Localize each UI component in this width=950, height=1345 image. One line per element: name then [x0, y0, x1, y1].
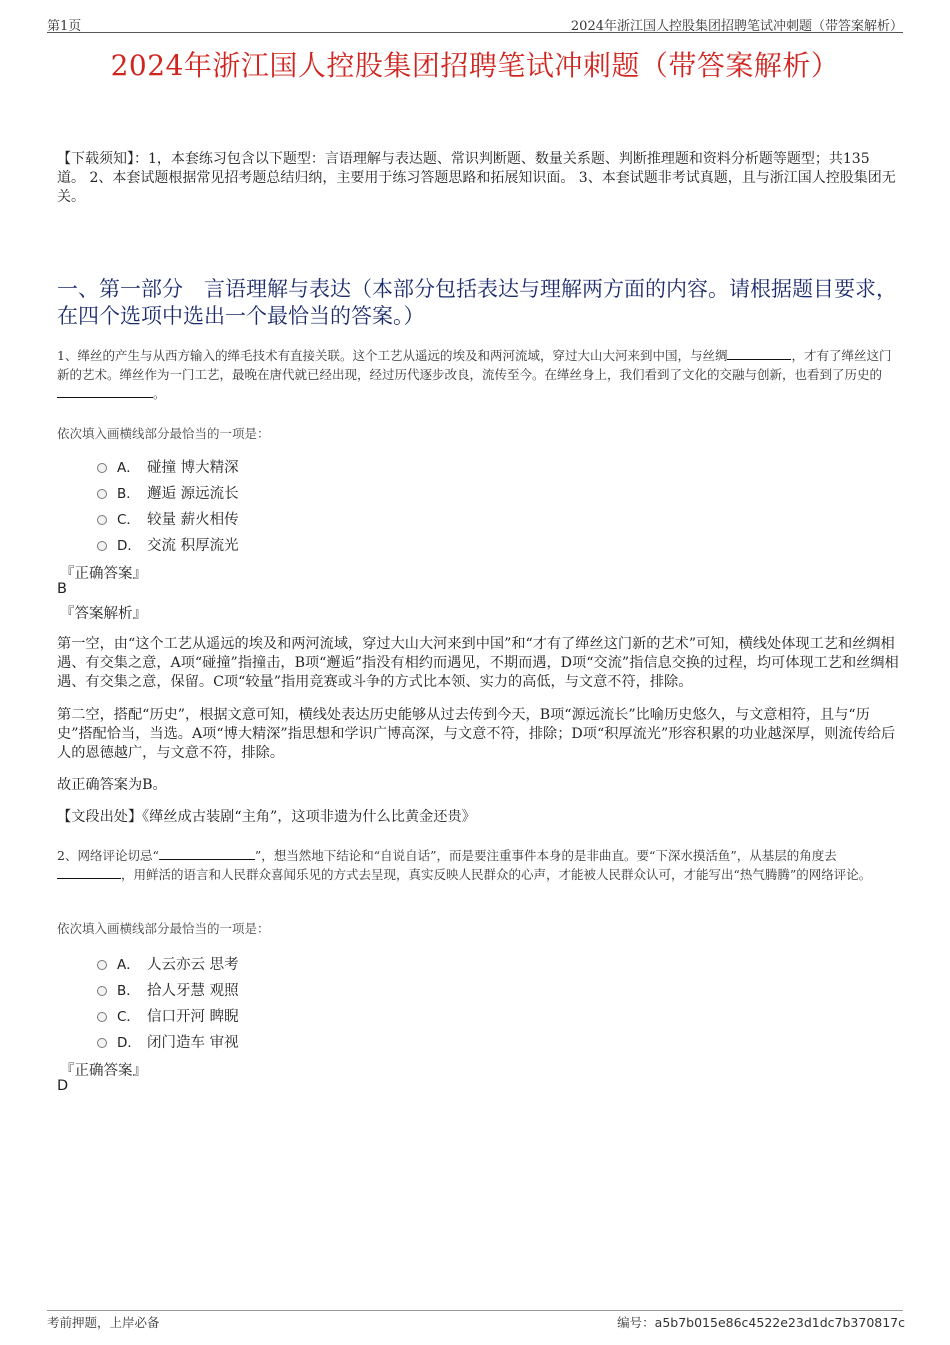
- radio-icon[interactable]: [97, 1012, 107, 1022]
- download-notice: 【下载须知】：1，本套练习包含以下题型：言语理解与表达题、常识判断题、数量关系题、判断推理题和资料分析题等题型；共135道。 2、本套试题根据常见招考题总结归纳，主要用于练习答题思路和拓展知识面。 3、本套试题非考试真题，且与浙江国人控股集团无关。: [57, 151, 896, 205]
- question-2-stem: 2、网络评论切忌“ ”，想当然地下结论和“自说自话”，而是要注重事件本身的是非曲直。要“下深水摸活鱼”，从基层的角度去，用鲜活的语言和人民群众喜闻乐见的方式去呈现，真实反映人民群众的心声，才能被人民群众认可，才能写出“热气腾腾”的网络评论。: [57, 848, 872, 882]
- footer-divider: [47, 1310, 903, 1311]
- option-a[interactable]: A． 碰撞 博大精深: [97, 456, 239, 476]
- answer-label: 『正确答案』: [60, 1063, 147, 1079]
- page-header: [47, 12, 903, 33]
- analysis-label: 『答案解析』: [60, 606, 147, 622]
- header-doc-title: 2024年浙江国人控股集团招聘笔试冲刺题（带答案解析）: [570, 19, 903, 34]
- option-c[interactable]: C． 较量 薪火相传: [97, 508, 239, 528]
- option-b[interactable]: B． 邂逅 源远流长: [97, 482, 239, 502]
- radio-icon[interactable]: [97, 986, 107, 996]
- section-heading: 一、第一部分 言语理解与表达（本部分包括表达与理解两方面的内容。请根据题目要求，在四个选项中选出一个最恰当的答案。）: [57, 277, 897, 328]
- radio-icon[interactable]: [97, 541, 107, 551]
- footer-code: 编号：a5b7b015e86c4522e23d1dc7b370817c: [617, 1315, 905, 1330]
- question-1-stem: 1、缂丝的产生与从西方输入的缂毛技术有直接关联。这个工艺从遥远的埃及和两河流域，穿过大山大河来到中国，与丝绸 ，才有了缂丝这门新的艺术。缂丝作为一门工艺，最晚在唐代就已经出现，经过历代逐步改良，流传至今。在缂丝身上，我们看到了文化的交融与创新，也看到了历史的。: [57, 348, 892, 401]
- blank-1: [159, 846, 255, 860]
- analysis-paragraph-2: 第二空，搭配“历史”，根据文意可知，横线处表达历史能够从过去传到今天，B项“源远流长”比喻历史悠久，与文意相符，且与“历史”搭配恰当，当选。A项“博大精深”指思想和学识广博高深，与文意不符，排除；D项“积厚流光”形容积累的功业越深厚，则流传给后人的恩德越广，与文意不符，排除。: [57, 707, 896, 761]
- source-note: 【文段出处】《缂丝成古装剧“主角”，这项非遗为什么比黄金还贵》: [57, 809, 476, 825]
- document-title: 2024年浙江国人控股集团招聘笔试冲刺题（带答案解析）: [110, 49, 840, 82]
- option-c[interactable]: C． 信口开河 睥睨: [97, 1005, 239, 1025]
- blank-2: [57, 865, 121, 879]
- radio-icon[interactable]: [97, 515, 107, 525]
- analysis-paragraph-1: 第一空，由“这个工艺从遥远的埃及和两河流域，穿过大山大河来到中国”和“才有了缂丝这门新的艺术”可知，横线处体现工艺和丝绸相遇、有交集之意，A项“碰撞”指撞击，B项“邂逅”指没有相约而遇见，不期而遇，D项“交流”指信息交换的过程，均可体现工艺和丝绸相遇、有交集之意，保留。C项“较量”指用竞赛或斗争的方式比本领、实力的高低，与文意不符，排除。: [57, 636, 899, 690]
- option-d[interactable]: D． 闭门造车 审视: [97, 1031, 239, 1051]
- option-a[interactable]: A． 人云亦云 思考: [97, 953, 239, 973]
- analysis-conclusion: 故正确答案为B。: [57, 777, 167, 793]
- radio-icon[interactable]: [97, 463, 107, 473]
- option-d[interactable]: D． 交流 积厚流光: [97, 534, 239, 554]
- question-1-prompt: 依次填入画横线部分最恰当的一项是：: [57, 426, 270, 441]
- page-number: 第1页: [47, 19, 82, 34]
- answer-value: B: [57, 581, 67, 597]
- radio-icon[interactable]: [97, 489, 107, 499]
- blank-2: [57, 384, 153, 398]
- option-b[interactable]: B． 拾人牙慧 观照: [97, 979, 239, 999]
- answer-label: 『正确答案』: [60, 566, 147, 582]
- radio-icon[interactable]: [97, 1038, 107, 1048]
- radio-icon[interactable]: [97, 960, 107, 970]
- answer-value: D: [57, 1078, 69, 1094]
- blank-1: [727, 346, 791, 360]
- footer-slogan: 考前押题，上岸必备: [47, 1315, 160, 1330]
- question-2-prompt: 依次填入画横线部分最恰当的一项是：: [57, 921, 270, 936]
